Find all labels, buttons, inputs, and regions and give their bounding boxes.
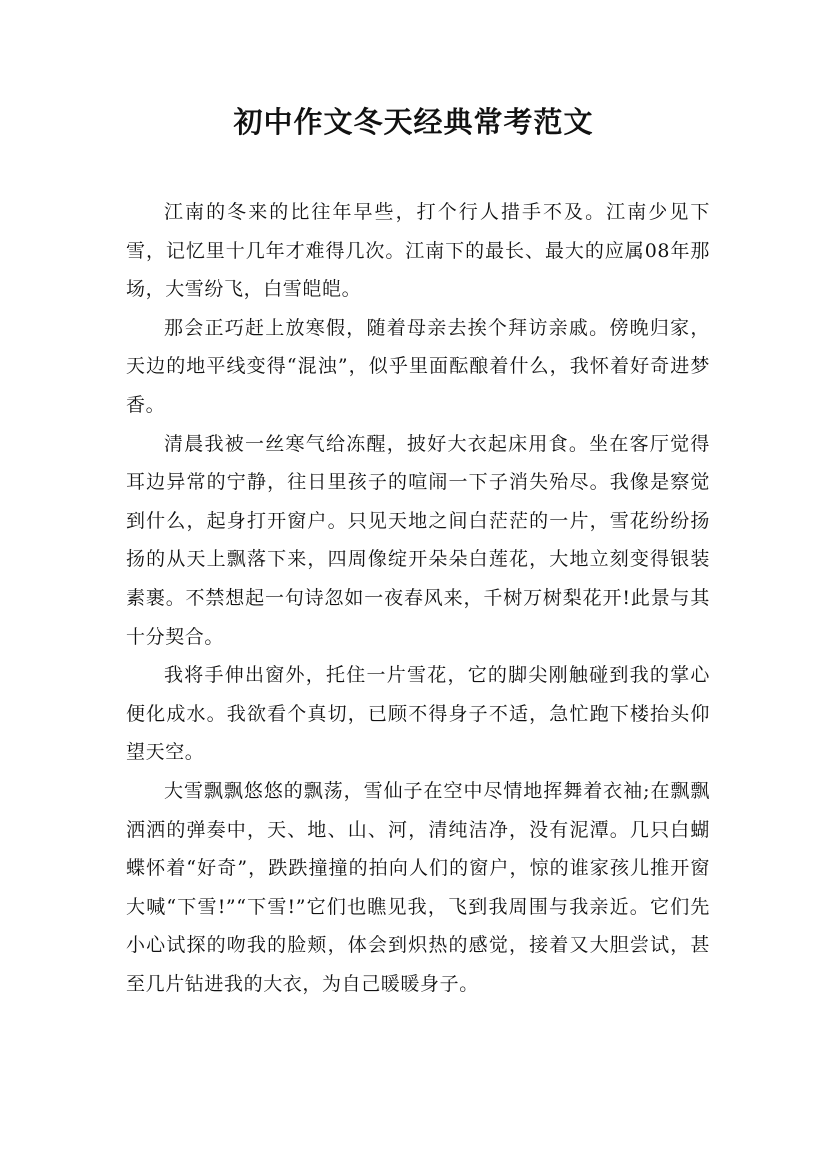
paragraph: 我将手伸出窗外，托住一片雪花，它的脚尖刚触碰到我的掌心便化成水。我欲看个真切，已顾不得身子不适，急忙跑下楼抬头仰望天空。: [126, 664, 710, 764]
document-body: [126, 193, 710, 1003]
paragraph: 江南的冬来的比往年早些，打个行人措手不及。江南少见下雪，记忆里十几年才难得几次。江南下的最长、最大的应属08年那场，大雪纷飞，白雪皑皑。: [126, 201, 710, 301]
paragraph: 清晨我被一丝寒气给冻醒，披好大衣起床用食。坐在客厅觉得耳边异常的宁静，往日里孩子的喧闹一下子消失殆尽。我像是察觉到什么，起身打开窗户。只见天地之间白茫茫的一片，雪花纷纷扬扬的从天上飘落下来，四周像绽开朵朵白莲花，大地立刻变得银装素裹。不禁想起一句诗忽如一夜春风来，千树万树梨花开!此景与其十分契合。: [126, 432, 710, 648]
paragraph: 那会正巧赶上放寒假，随着母亲去挨个拜访亲戚。傍晚归家，天边的地平线变得“混浊”，似乎里面酝酿着什么，我怀着好奇进梦香。: [126, 316, 710, 416]
paragraph: 大雪飘飘悠悠的飘荡，雪仙子在空中尽情地挥舞着衣袖;在飘飘洒洒的弹奏中，天、地、山、河，清纯洁净，没有泥潭。几只白蝴蝶怀着“好奇”，跌跌撞撞的拍向人们的窗户，惊的谁家孩儿推开窗大喊“下雪!”“下雪!”它们也瞧见我，飞到我周围与我亲近。它们先小心试探的吻我的脸颊，体会到炽热的感觉，接着又大胆尝试，甚至几片钻进我的大衣，为自己暖暖身子。: [126, 779, 710, 995]
document-title: 初中作文冬天经典常考范文: [233, 105, 594, 139]
